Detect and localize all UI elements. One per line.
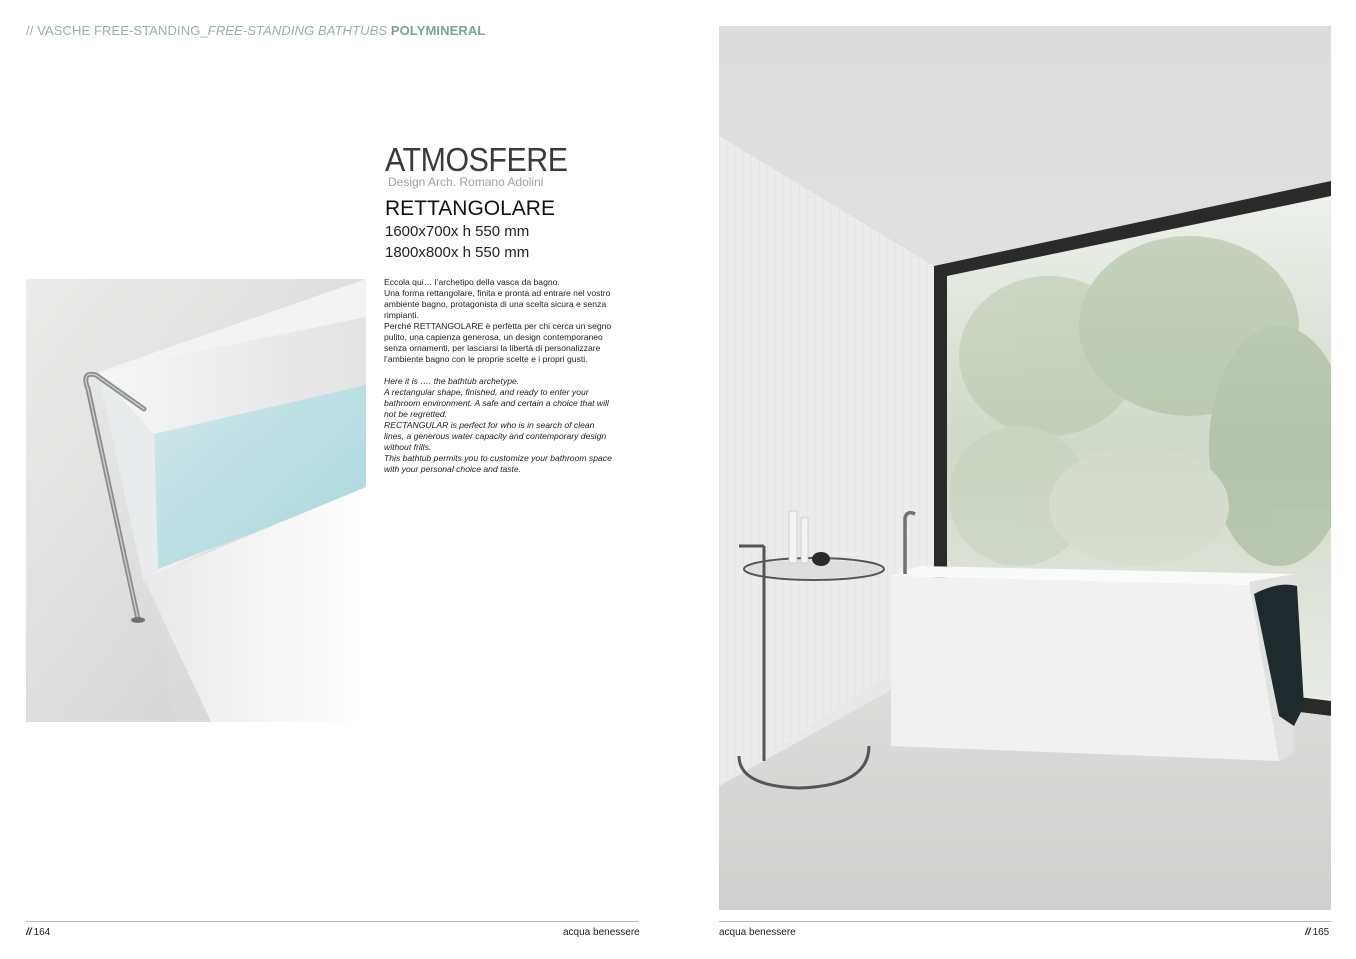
dimension-1: 1600x700x h 550 mm bbox=[385, 223, 530, 240]
header-material: POLYMINERAL bbox=[390, 23, 486, 38]
model-name: RETTANGOLARE bbox=[385, 197, 555, 220]
product-title-block bbox=[385, 142, 645, 263]
bathtub-detail-photo bbox=[26, 279, 366, 722]
designer-credit: Design Arch. Romano Adolini bbox=[388, 175, 544, 189]
bathroom-scene-photo bbox=[719, 26, 1331, 910]
footer-right-label: acqua benessere bbox=[719, 927, 796, 938]
footer-rule-left bbox=[26, 921, 638, 922]
footer-rule-right bbox=[719, 921, 1331, 922]
bathroom-scene-illustration bbox=[719, 26, 1331, 910]
brand-name: ATMOSFERE bbox=[385, 141, 568, 178]
paragraph: Una forma rettangolare, finita e pronta ad entrare nel vostro ambiente bagno, protagonista di una scelta sicura e senza rimpianti. bbox=[384, 288, 611, 320]
paragraph: This bathtub permits you to customize your bathroom space with your personal choice and taste. bbox=[384, 453, 612, 474]
paragraph: Eccola qui… l’archetipo della vasca da bagno. bbox=[384, 277, 560, 287]
footer-left-slashes: // bbox=[26, 927, 32, 938]
description-english bbox=[384, 376, 616, 475]
paragraph: RECTANGULAR is perfect for who is in search of clean lines, a generous water capacity and contemporary design without frills. bbox=[384, 420, 607, 452]
dimension-2: 1800x800x h 550 mm bbox=[385, 244, 530, 261]
paragraph: Perché RETTANGOLARE è perfetta per chi cerca un segno pulito, una capienza generosa, un design contemporaneo senza ornamenti, per lasciarsi la libertà di personalizzare l’ambiente bagno con le proprie scelte e i propri gusti. bbox=[384, 321, 612, 364]
footer-left-label: acqua benessere bbox=[563, 927, 640, 938]
footer-right-slashes: // bbox=[1305, 927, 1311, 938]
description-italian bbox=[384, 277, 616, 365]
paragraph: Here it is …. the bathtub archetype. bbox=[384, 376, 520, 386]
header-prefix: // VASCHE FREE-STANDING_ bbox=[26, 23, 208, 38]
header-italic: FREE-STANDING BATHTUBS bbox=[207, 23, 388, 38]
section-header bbox=[26, 23, 485, 38]
description bbox=[384, 277, 616, 475]
footer-right-page bbox=[1305, 927, 1329, 938]
page-number-right: 165 bbox=[1312, 927, 1330, 938]
footer-left-page bbox=[26, 927, 50, 938]
bathtub-detail-illustration bbox=[26, 279, 366, 722]
page-number-left: 164 bbox=[33, 927, 51, 938]
paragraph: A rectangular shape, finished, and ready to enter your bathroom environment. A safe and certain a choice that will not be regretted. bbox=[384, 387, 609, 419]
